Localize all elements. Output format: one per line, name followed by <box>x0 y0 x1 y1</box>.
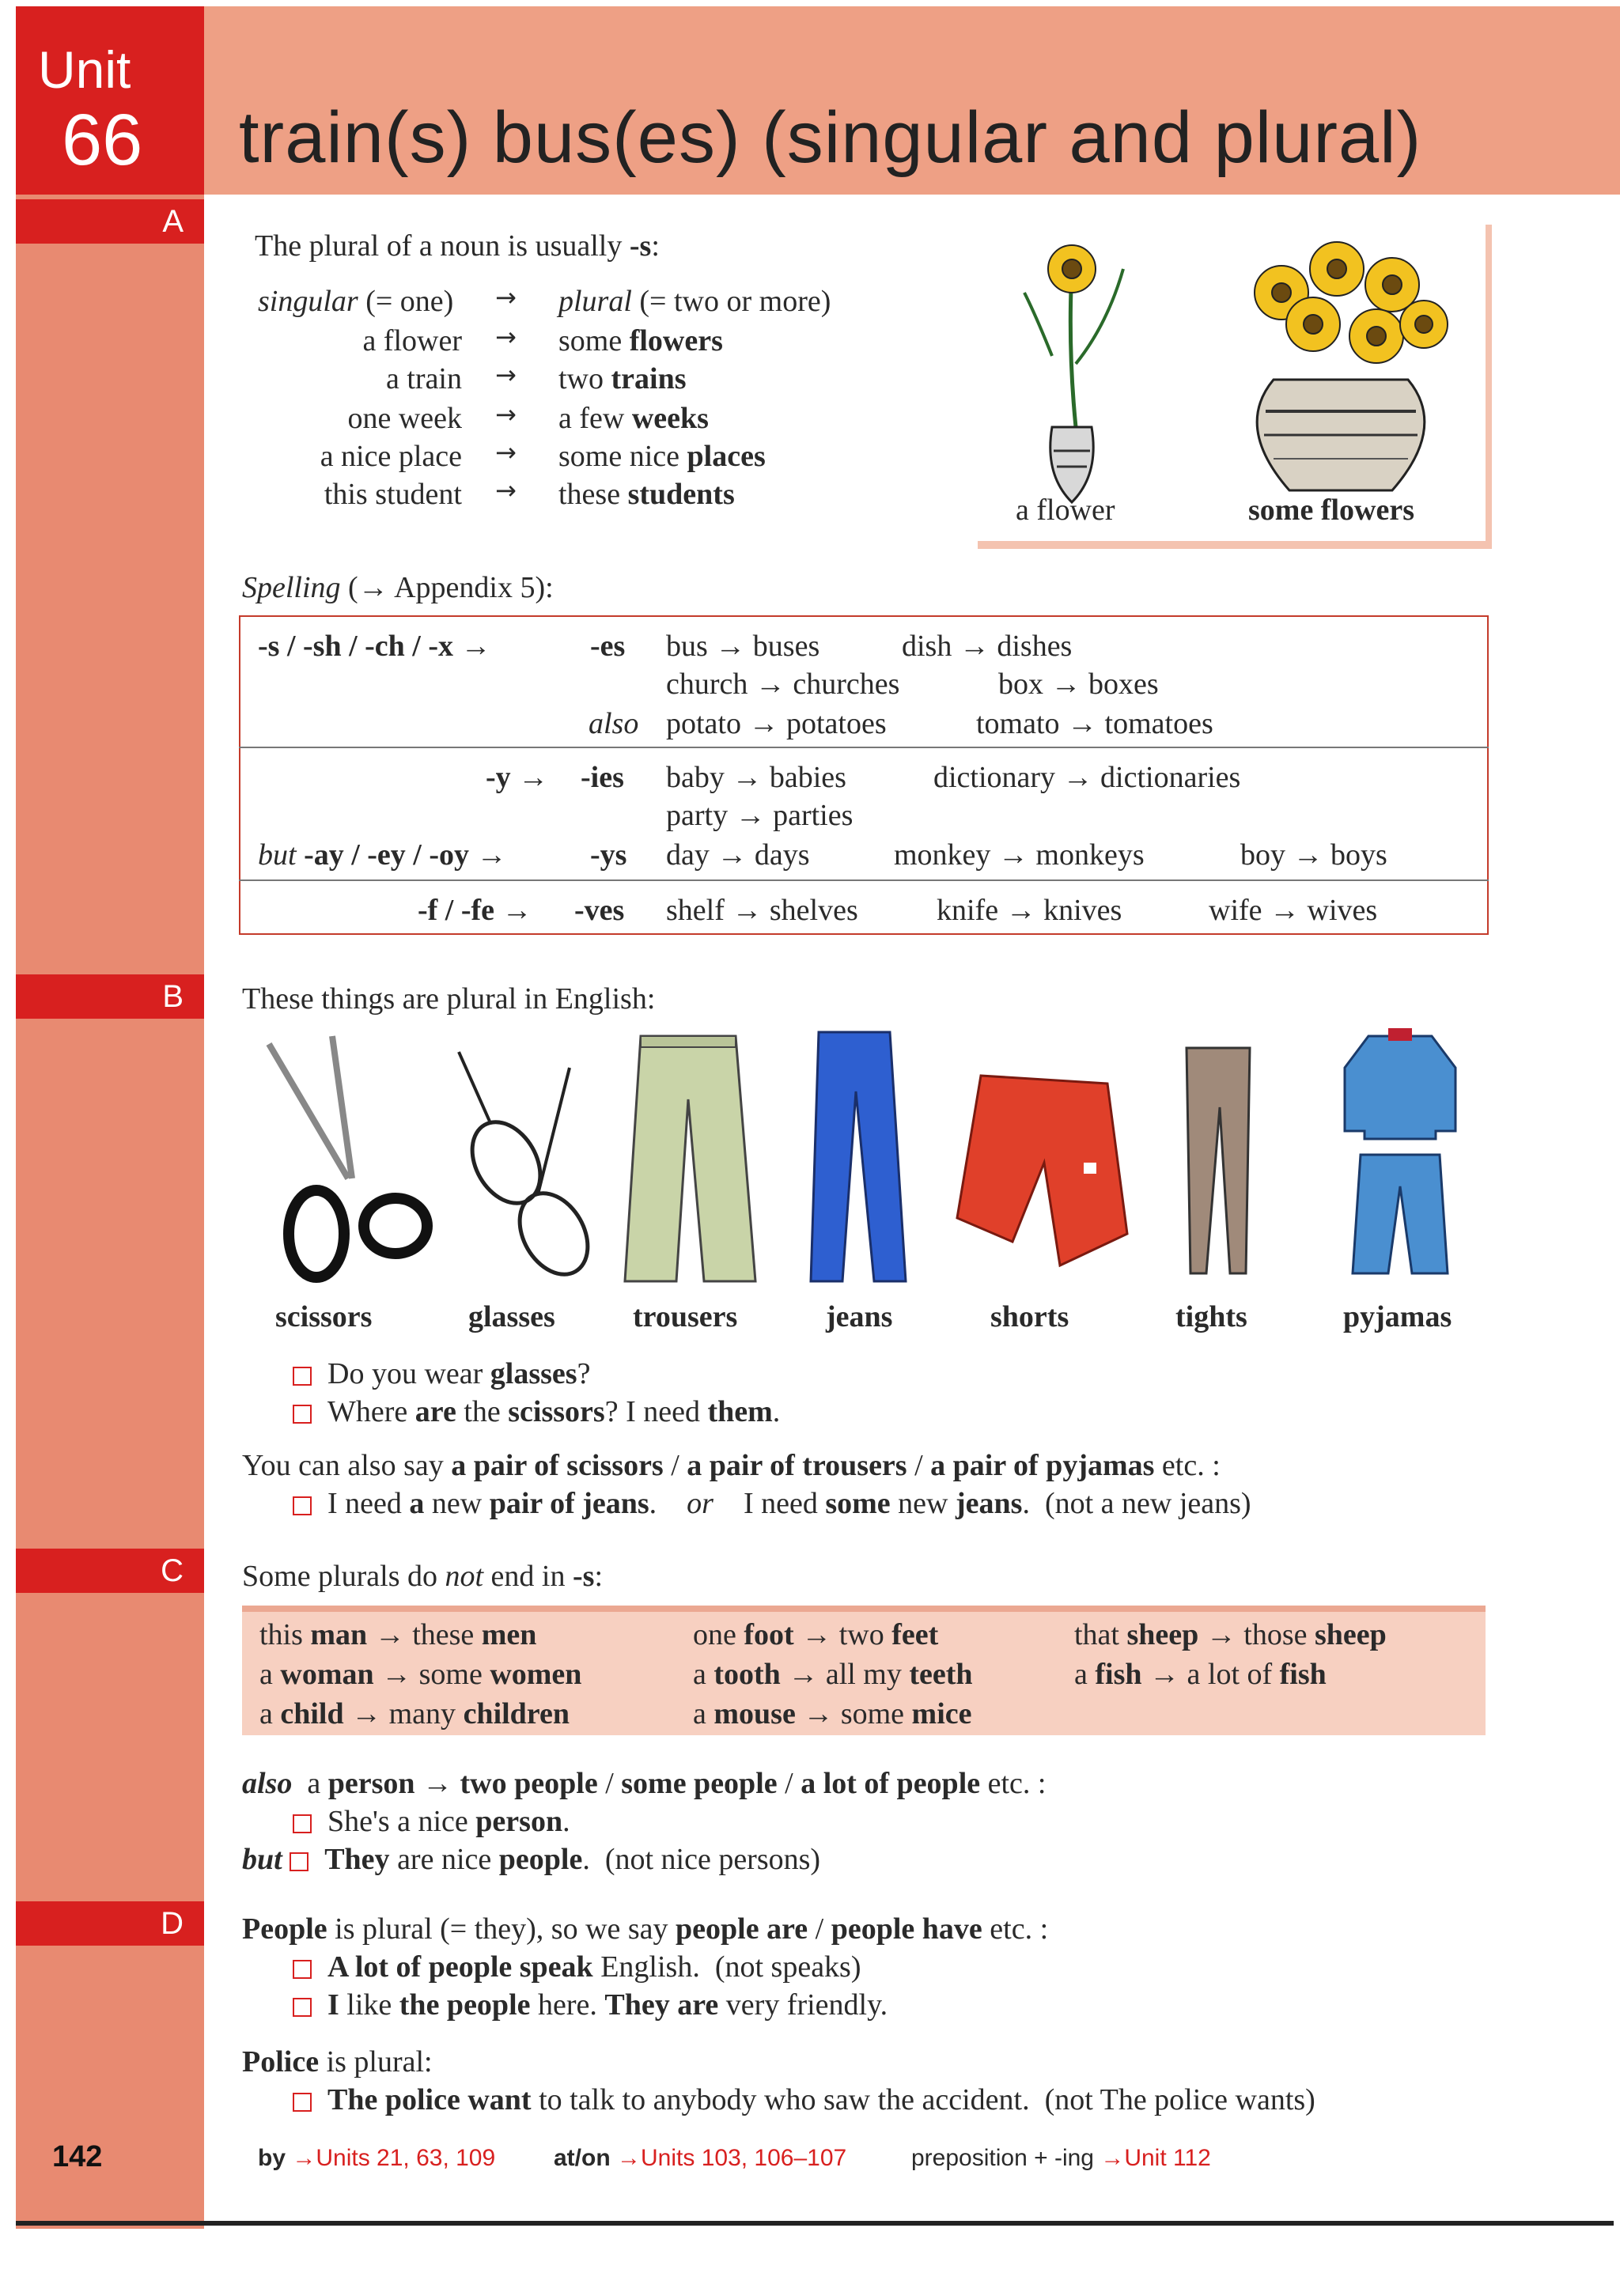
table-divider <box>239 879 1489 881</box>
spelling-word: church → churches <box>666 668 900 701</box>
spelling-rule-es: -s / -sh / -ch / -x → <box>258 630 491 663</box>
table-top-border <box>242 1606 1486 1612</box>
spelling-table <box>239 615 1489 935</box>
clothing-caption: scissors <box>275 1300 373 1333</box>
plural-heading: plural (= two or more) <box>558 285 831 318</box>
example-scissors: Where are the scissors? I need them. <box>293 1397 780 1427</box>
unit-number: 66 <box>62 100 143 180</box>
spelling-also-label: also <box>589 707 639 740</box>
arrow-icon: → <box>495 475 517 505</box>
spelling-word: dish → dishes <box>902 630 1073 663</box>
irregular-plural-pair: a fish → a lot of fish <box>1074 1658 1327 1691</box>
jeans-image <box>807 1028 910 1289</box>
example-police: The police want to talk to anybody who saw the accident. (not The police wants) <box>293 2085 1315 2115</box>
spelling-result-ys: -ys <box>590 838 627 872</box>
bullet-box-icon <box>293 1496 312 1515</box>
irregular-plural-pair: a mouse → some mice <box>693 1697 972 1731</box>
table-divider <box>239 747 1489 748</box>
irregular-plural-pair: that sheep → those sheep <box>1074 1618 1387 1651</box>
trousers-image <box>609 1028 767 1289</box>
clothing-caption: tights <box>1175 1300 1247 1333</box>
spelling-heading: Spelling (→ Appendix 5): <box>242 571 554 604</box>
plural-form: some nice places <box>558 440 766 473</box>
caption-a-flower: a flower <box>1016 494 1115 527</box>
police-is-plural: Police is plural: <box>242 2045 433 2079</box>
caption-some-flowers: some flowers <box>1248 494 1414 527</box>
clothing-caption: shorts <box>990 1300 1069 1333</box>
plural-form: a few weeks <box>558 402 709 435</box>
bullet-box-icon <box>293 1367 312 1386</box>
tights-image <box>1171 1044 1266 1281</box>
singular-form: a train <box>385 362 462 395</box>
section-label-a: A <box>16 199 204 244</box>
spelling-result-ies: -ies <box>581 761 624 794</box>
arrow-icon: → <box>495 399 517 429</box>
arrow-icon: → <box>495 360 517 390</box>
spelling-word: party → parties <box>666 799 854 832</box>
plural-form: two trains <box>558 362 687 395</box>
single-flower-vase-image <box>1005 237 1139 506</box>
irregular-plural-pair: one foot → two feet <box>693 1618 939 1651</box>
pair-of-note: You can also say a pair of scissors / a pair of trousers / a pair of pyjamas etc. : <box>242 1449 1221 1482</box>
people-is-plural: People is plural (= they), so we say people are / people have etc. : <box>242 1912 1049 1946</box>
spelling-rule-f: -f / -fe → <box>418 894 532 927</box>
bullet-box-icon <box>293 1998 312 2017</box>
section-a-intro: The plural of a noun is usually -s: <box>255 229 660 263</box>
section-c-intro: Some plurals do not end in -s: <box>242 1560 603 1593</box>
clothing-caption: glasses <box>468 1300 555 1333</box>
bullet-box-icon <box>293 1814 312 1833</box>
plural-form: some flowers <box>558 324 723 357</box>
shorts-image <box>949 1068 1131 1273</box>
vase-of-flowers-image <box>1218 237 1463 498</box>
spelling-rule-but-ys: but -ay / -ey / -oy → <box>258 838 507 872</box>
example-i-like-the-people: I like the people here. They are very friendly. <box>293 1990 888 2020</box>
singular-form: a nice place <box>320 440 462 473</box>
irregular-plural-pair: a child → many children <box>259 1697 570 1731</box>
clothing-caption: jeans <box>826 1300 893 1333</box>
example-a-lot-of-people: A lot of people speak English. (not speaks) <box>293 1952 861 1982</box>
cross-reference-by[interactable]: by →Units 21, 63, 109 <box>258 2145 496 2171</box>
section-label-d: D <box>16 1901 204 1946</box>
spelling-word: shelf → shelves <box>666 894 858 927</box>
spelling-word: knife → knives <box>937 894 1122 927</box>
example-jeans: I need a new pair of jeans. or I need some new jeans. (not a new jeans) <box>293 1488 1251 1519</box>
spelling-word: monkey → monkeys <box>894 838 1145 872</box>
spelling-word: day → days <box>666 838 810 872</box>
glasses-image <box>443 1036 601 1289</box>
singular-form: this student <box>324 478 462 511</box>
example-people: but They are nice people. (not nice persons) <box>242 1843 821 1876</box>
plural-form: these students <box>558 478 735 511</box>
irregular-plural-pair: a woman → some women <box>259 1658 582 1691</box>
scissors-image <box>253 1028 443 1289</box>
spelling-word: bus → buses <box>666 630 820 663</box>
example-person: She's a nice person. <box>293 1806 570 1836</box>
singular-form: a flower <box>362 324 462 357</box>
spelling-word: boy → boys <box>1240 838 1387 872</box>
page-number: 142 <box>52 2140 103 2173</box>
spelling-word: baby → babies <box>666 761 846 794</box>
section-b-intro: These things are plural in English: <box>242 982 656 1016</box>
singular-heading: singular (= one) <box>258 285 454 318</box>
irregular-plural-pair: a tooth → all my teeth <box>693 1658 973 1691</box>
spelling-word: potato → potatoes <box>666 707 887 740</box>
bullet-box-icon <box>293 1960 312 1979</box>
arrow-icon: → <box>495 322 517 352</box>
cross-reference-preposition-ing[interactable]: preposition + -ing →Unit 112 <box>911 2145 1211 2171</box>
spelling-result-ves: -ves <box>574 894 625 927</box>
bullet-box-icon <box>293 1405 312 1424</box>
example-glasses: Do you wear glasses? <box>293 1359 590 1389</box>
section-label-b: B <box>16 974 204 1019</box>
pyjamas-image <box>1337 1020 1463 1281</box>
also-person-line: also a person → two people / some people / a lot of people etc. : <box>242 1767 1047 1800</box>
clothing-caption: pyjamas <box>1343 1300 1452 1333</box>
spelling-result-es: -es <box>590 630 626 663</box>
clothing-caption: trousers <box>633 1300 738 1333</box>
unit-label: Unit <box>38 40 131 99</box>
left-margin-band <box>16 6 204 2229</box>
spelling-word: box → boxes <box>998 668 1159 701</box>
bottom-rule <box>16 2221 1614 2226</box>
bullet-box-icon <box>290 1852 308 1871</box>
page-title: train(s) bus(es) (singular and plural) <box>239 97 1422 178</box>
irregular-plural-pair: this man → these men <box>259 1618 537 1651</box>
arrow-icon: → <box>495 437 517 467</box>
arrow-icon: → <box>495 282 517 312</box>
spelling-rule-y: -y → <box>486 761 549 794</box>
spelling-word: dictionary → dictionaries <box>933 761 1241 794</box>
cross-reference-at-on[interactable]: at/on →Units 103, 106–107 <box>554 2145 847 2171</box>
section-label-c: C <box>16 1549 204 1593</box>
bullet-box-icon <box>293 2093 312 2112</box>
singular-form: one week <box>347 402 462 435</box>
spelling-word: tomato → tomatoes <box>976 707 1213 740</box>
spelling-word: wife → wives <box>1209 894 1378 927</box>
